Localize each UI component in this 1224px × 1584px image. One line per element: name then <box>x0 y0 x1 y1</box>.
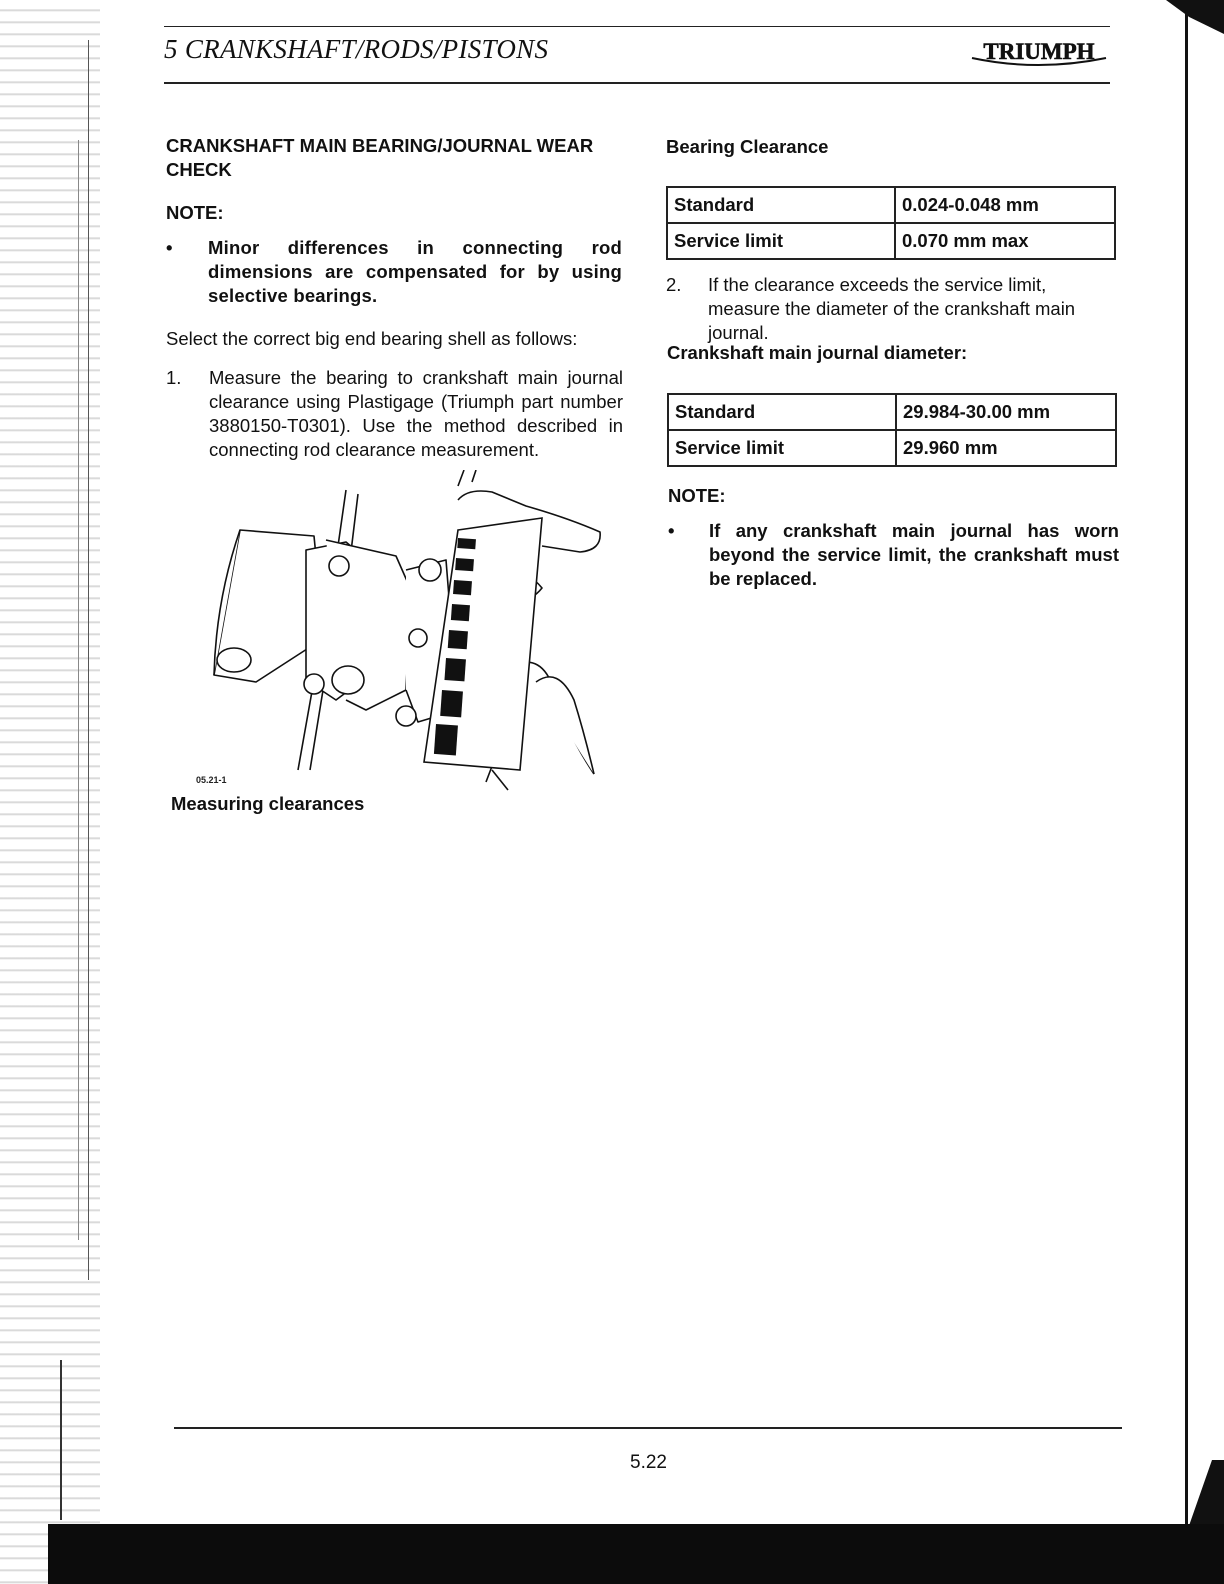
table-cell-value: 0.024-0.048 mm <box>895 187 1115 223</box>
table-cell-value: 29.960 mm <box>896 430 1116 466</box>
table-cell-value: 29.984-30.00 mm <box>896 394 1116 430</box>
page-edge-shadow <box>1185 0 1224 1540</box>
table-row <box>667 223 1115 259</box>
measuring-clearances-illustration <box>196 470 616 800</box>
header-top-rule <box>164 26 1110 27</box>
journal-diameter-heading: Crankshaft main journal diameter: <box>667 342 968 363</box>
scan-edge-left <box>0 0 100 1584</box>
page-number: 5.22 <box>630 1452 667 1473</box>
scan-streak <box>88 40 89 1280</box>
bearing-clearance-heading: Bearing Clearance <box>666 136 829 157</box>
header-bottom-rule <box>164 82 1110 84</box>
triumph-logo <box>968 34 1110 74</box>
journal-diameter-table <box>667 393 1117 467</box>
section-heading-line: CHECK <box>166 159 232 180</box>
table-cell-label: Service limit <box>667 223 895 259</box>
note-bullet: • <box>668 520 675 541</box>
note-bullet: • <box>166 237 173 258</box>
bearing-clearance-table <box>666 186 1116 260</box>
figure-code: 05.21-1 <box>196 775 227 785</box>
section-heading-line: CRANKSHAFT MAIN BEARING/JOURNAL WEAR <box>166 135 594 156</box>
scan-streak <box>78 140 79 1240</box>
table-row <box>667 187 1115 223</box>
table-cell-label: Standard <box>667 187 895 223</box>
table-cell-label: Service limit <box>668 430 896 466</box>
note-text: If any crankshaft main journal has worn beyond the service limit, the crankshaft must be replaced. <box>709 520 1119 589</box>
step-number: 2. <box>666 274 682 295</box>
plastigage-strip <box>424 518 542 770</box>
step-number: 1. <box>166 367 182 388</box>
footer-rule <box>174 1427 1122 1429</box>
table-cell-label: Standard <box>668 394 896 430</box>
logo-wordmark: TRIUMPH <box>983 39 1095 64</box>
note-text: Minor differences in connecting rod dimensions are compensated for by using selective bearings. <box>208 237 622 306</box>
table-row <box>668 394 1116 430</box>
select-instruction: Select the correct big end bearing shell as follows: <box>166 328 578 349</box>
table-cell-value: 0.070 mm max <box>895 223 1115 259</box>
note-label: NOTE: <box>166 202 224 223</box>
section-heading <box>166 134 626 182</box>
scan-edge-bottom <box>48 1524 1224 1584</box>
scan-edge-right <box>1162 0 1224 1584</box>
table-row <box>668 430 1116 466</box>
note-label: NOTE: <box>668 485 726 506</box>
step-text: Measure the bearing to crankshaft main journal clearance using Plastigage (Triumph part number 3880150-T0301). Use the method described in connecting rod clearance measurement. <box>209 367 623 460</box>
chapter-title: 5 CRANKSHAFT/RODS/PISTONS <box>164 34 549 64</box>
figure-caption: Measuring clearances <box>171 793 365 814</box>
step-text: If the clearance exceeds the service limit, measure the diameter of the crankshaft main journal. <box>708 274 1076 343</box>
scan-streak <box>60 1360 62 1520</box>
